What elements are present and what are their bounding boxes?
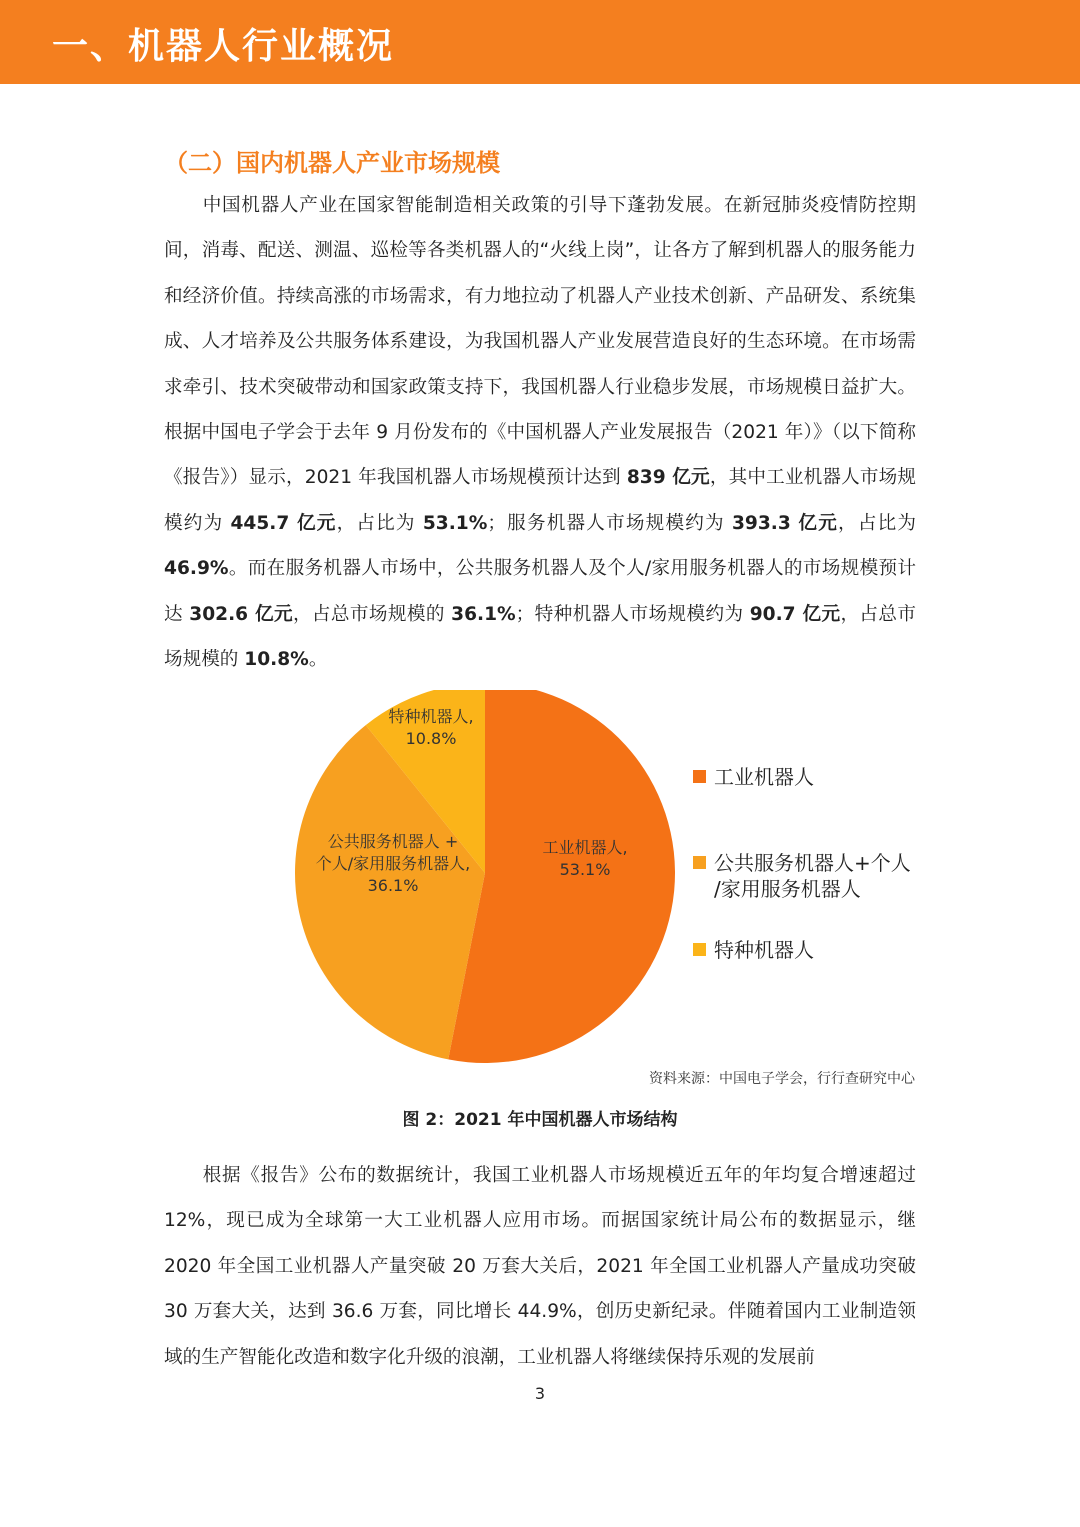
para-text: ，占总市场规模的 [292,603,452,625]
para-text: ，其中工业机器人市场规模约为 [164,467,916,534]
legend-swatch [693,770,706,783]
pie-chart [0,690,1080,1070]
value-service-share: 46.9% [164,558,229,580]
value-special-share: 10.8% [244,649,309,671]
legend-swatch [693,943,706,956]
para-text: ，占比为 [336,512,423,534]
legend-industrial: 工业机器人 [714,765,814,789]
para-text: ；服务机器人市场规模约为 [487,512,732,534]
page-number: 3 [534,1384,546,1403]
pie-chart-figure [0,690,1080,1070]
slice-label-special: 特种机器人, 10.8% [388,707,474,748]
legend-swatch [693,856,706,869]
legend-special: 特种机器人 [714,938,814,962]
header-banner [0,0,1080,84]
para-text: ；特种机器人市场规模约为 [515,603,750,625]
figure-caption: 图 2：2021 年中国机器人市场结构 [402,1110,678,1130]
value-public-service-share: 36.1% [451,603,516,625]
para-text: 。 [308,649,328,671]
value-industrial-share: 53.1% [422,512,488,534]
legend-public-service: 公共服务机器人+个人/家用服务机器人 [714,851,911,901]
para-text: ，占总市场规模的 [164,603,916,671]
value-special-market: 90.7 亿元 [749,603,841,625]
body-paragraph-1 [164,183,916,682]
body-paragraph-2 [164,1153,916,1380]
para-text: 根据《报告》公布的数据统计，我国工业机器人市场规模近五年的年均复合增速超过 12%，现已成为全球第一大工业机器人应用市场。而据国家统计局公布的数据显示，继 2020 年全国工业机器人产量突破 20 万套大关后，2021 年全国工业机器人产量成功突破 30 万套大关，达到 36.6 万套，同比增长 44.9%，创历史新纪录。伴随着国内工业制造领域的生产智能化改造和数字化升级的浪潮，工业机器人将继续保持乐观的发展前 [164,1165,916,1368]
value-industrial-market: 445.7 亿元 [230,512,337,534]
value-service-market: 393.3 亿元 [731,512,839,534]
para-text: 。而在服务机器人市场中，公共服务机器人及个人/家用服务机器人的市场规模预计达 [164,558,916,625]
para-text: 中国机器人产业在国家智能制造相关政策的引导下蓬勃发展。在新冠肺炎疫情防控期间，消毒、配送、测温、巡检等各类机器人的“火线上岗”，让各方了解到机器人的服务能力和经济价值。持续高涨的市场需求，有力地拉动了机器人产业技术创新、产品研发、系统集成、人才培养及公共服务体系建设，为我国机器人产业发展营造良好的生态环境。在市场需求牵引、技术突破带动和国家政策支持下，我国机器人行业稳步发展，市场规模日益扩大。根据中国电子学会于去年 9 月份发布的《中国机器人产业发展报告（2021 年）》（以下简称《报告》）显示，2021 年我国机器人市场规模预计达到 [164,195,916,489]
slice-label-public-service: 公共服务机器人 +个人/家用服务机器人, 36.1% [315,832,471,895]
value-total-market: 839 亿元 [626,467,710,489]
chapter-title: 一、机器人行业概况 [52,26,395,67]
slice-label-industrial: 工业机器人, 53.1% [542,838,628,879]
value-public-service-market: 302.6 亿元 [189,603,293,625]
para-text: ，占比为 [838,512,916,534]
section-heading: （二）国内机器人产业市场规模 [164,149,500,177]
source-note: 资料来源：中国电子学会，行行查研究中心 [649,1071,915,1087]
